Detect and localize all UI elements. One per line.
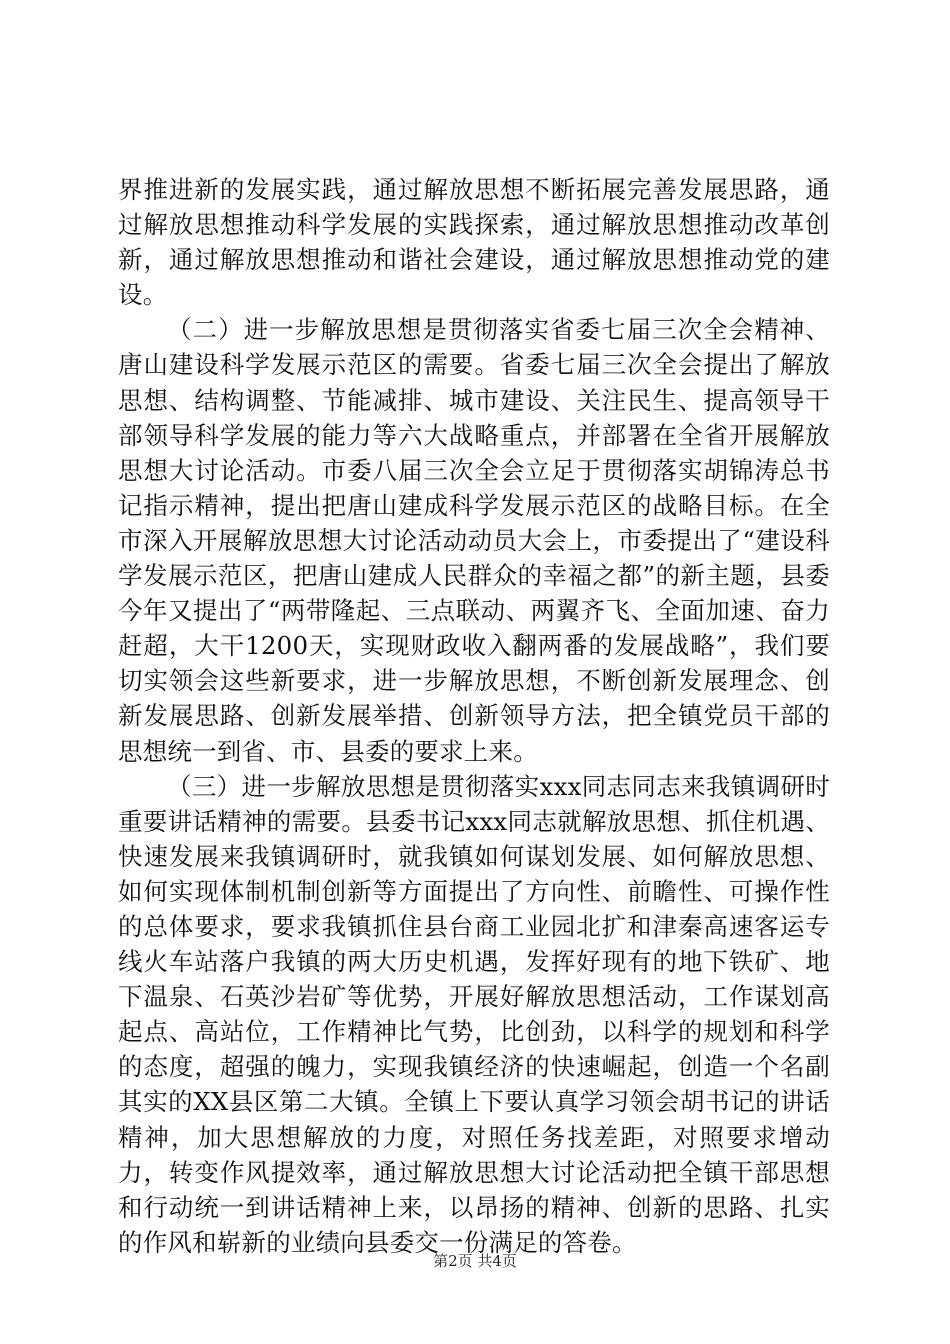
paragraph-section-three: （三）进一步解放思想是贯彻落实xxx同志同志来我镇调研时重要讲话精神的需要。县委书记xxx同志就解放思想、抓住机遇、快速发展来我镇调研时，就我镇如何谋划发展、如何解放思想、如何实现体制机制创新等方面提出了方向性、前瞻性、可操作性的总体要求，要求我镇抓住县台商工业园北扩和津秦高速客运专线火车站落户我镇的两大历史机遇，发挥好现有的地下铁矿、地下温泉、石英沙岩矿等优势，开展好解放思想活动，工作谋划高起点、高站位，工作精神比气势，比创劲，以科学的规划和科学的态度，超强的魄力，实现我镇经济的快速崛起，创造一个名副其实的XX县区第二大镇。全镇上下要认真学习领会胡书记的讲话精神，加大思想解放的力度，对照任务找差距，对照要求增动力，转变作风提效率，通过解放思想大讨论活动把全镇干部思想和行动统一到讲话精神上来，以昂扬的精神、创新的思路、扎实的作风和崭新的业绩向县委交一份满足的答卷。	[118, 771, 830, 1257]
paragraph-continuation: 界推进新的发展实践，通过解放思想不断拓展完善发展思路，通过解放思想推动科学发展的实践探索，通过解放思想推动改革创新，通过解放思想推动和谐社会建设，通过解放思想推动党的建设。	[118, 175, 830, 310]
page-number-footer: 第2页 共4页	[433, 1252, 517, 1270]
document-body	[118, 172, 830, 1260]
paragraph-section-two: （二）进一步解放思想是贯彻落实省委七届三次全会精神、唐山建设科学发展示范区的需要。省委七届三次全会提出了解放思想、结构调整、节能减排、城市建设、关注民生、提高领导干部领导科学发展的能力等六大战略重点，并部署在全省开展解放思想大讨论活动。市委八届三次全会立足于贯彻落实胡锦涛总书记指示精神，提出把唐山建成科学发展示范区的战略目标。在全市深入开展解放思想大讨论活动动员大会上，市委提出了“建设科学发展示范区，把唐山建成人民群众的幸福之都”的新主题，县委今年又提出了“两带隆起、三点联动、两翼齐飞、全面加速、奋力赶超，大干1200天，实现财政收入翻两番的发展战略”，我们要切实领会这些新要求，进一步解放思想，不断创新发展理念、创新发展思路、创新发展举措、创新领导方法，把全镇党员干部的思想统一到省、市、县委的要求上来。	[118, 315, 830, 766]
